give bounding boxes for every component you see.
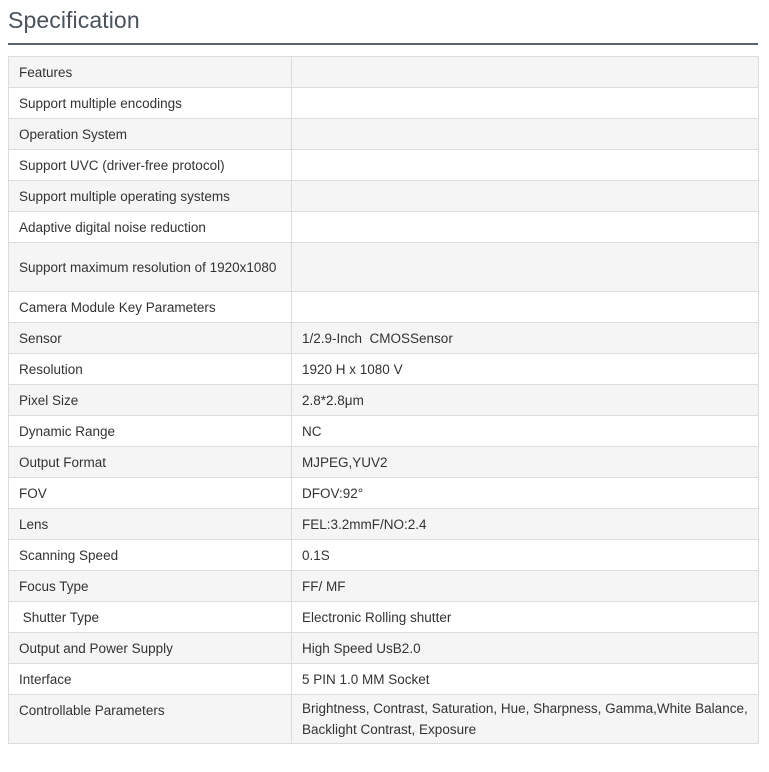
- spec-value: 5 PIN 1.0 MM Socket: [292, 664, 759, 695]
- spec-value: [292, 88, 759, 119]
- table-row: [9, 181, 759, 212]
- spec-label: Support UVC (driver-free protocol): [9, 150, 292, 181]
- spec-value: [292, 119, 759, 150]
- spec-label: Lens: [9, 509, 292, 540]
- spec-value: 1920 H x 1080 V: [292, 354, 759, 385]
- spec-value: FEL:3.2mmF/NO:2.4: [292, 509, 759, 540]
- table-row: [9, 385, 759, 416]
- spec-label: Resolution: [9, 354, 292, 385]
- table-row: [9, 243, 759, 292]
- spec-label: Scanning Speed: [9, 540, 292, 571]
- page-header: [8, 0, 758, 45]
- spec-value: Brightness, Contrast, Saturation, Hue, Sharpness, Gamma,White Balance, Backlight Contrast, Exposure: [292, 695, 759, 744]
- spec-value: DFOV:92°: [292, 478, 759, 509]
- table-row: [9, 509, 759, 540]
- spec-value: MJPEG,YUV2: [292, 447, 759, 478]
- table-row: [9, 212, 759, 243]
- table-row: [9, 88, 759, 119]
- spec-label: Pixel Size: [9, 385, 292, 416]
- spec-value: [292, 292, 759, 323]
- spec-label: Controllable Parameters: [9, 695, 292, 744]
- table-row: [9, 150, 759, 181]
- spec-value: 2.8*2.8μm: [292, 385, 759, 416]
- spec-label: Features: [9, 57, 292, 88]
- spec-value: FF/ MF: [292, 571, 759, 602]
- table-row: [9, 57, 759, 88]
- spec-label: Output and Power Supply: [9, 633, 292, 664]
- table-row: [9, 119, 759, 150]
- spec-label: Support multiple encodings: [9, 88, 292, 119]
- table-row: [9, 416, 759, 447]
- table-row: [9, 354, 759, 385]
- spec-label: Focus Type: [9, 571, 292, 602]
- spec-label: Interface: [9, 664, 292, 695]
- spec-label: Sensor: [9, 323, 292, 354]
- table-row: [9, 664, 759, 695]
- table-row: [9, 695, 759, 744]
- spec-value: [292, 243, 759, 292]
- table-row: [9, 447, 759, 478]
- spec-label: Camera Module Key Parameters: [9, 292, 292, 323]
- spec-value: [292, 57, 759, 88]
- spec-label: Support maximum resolution of 1920x1080: [9, 243, 292, 292]
- spec-value: NC: [292, 416, 759, 447]
- spec-label: Support multiple operating systems: [9, 181, 292, 212]
- spec-value: Electronic Rolling shutter: [292, 602, 759, 633]
- table-row: [9, 478, 759, 509]
- spec-label: Adaptive digital noise reduction: [9, 212, 292, 243]
- spec-label: Shutter Type: [9, 602, 292, 633]
- table-row: [9, 602, 759, 633]
- spec-value: [292, 150, 759, 181]
- spec-value: 0.1S: [292, 540, 759, 571]
- table-row: [9, 292, 759, 323]
- table-row: [9, 571, 759, 602]
- spec-label: Operation System: [9, 119, 292, 150]
- page-title: Specification: [8, 7, 140, 33]
- spec-label: Dynamic Range: [9, 416, 292, 447]
- spec-value: [292, 181, 759, 212]
- table-row: [9, 633, 759, 664]
- specification-table: [8, 56, 759, 744]
- spec-value: High Speed UsB2.0: [292, 633, 759, 664]
- table-row: [9, 540, 759, 571]
- spec-value: [292, 212, 759, 243]
- spec-label: Output Format: [9, 447, 292, 478]
- spec-value: 1/2.9-Inch CMOSSensor: [292, 323, 759, 354]
- table-row: [9, 323, 759, 354]
- spec-label: FOV: [9, 478, 292, 509]
